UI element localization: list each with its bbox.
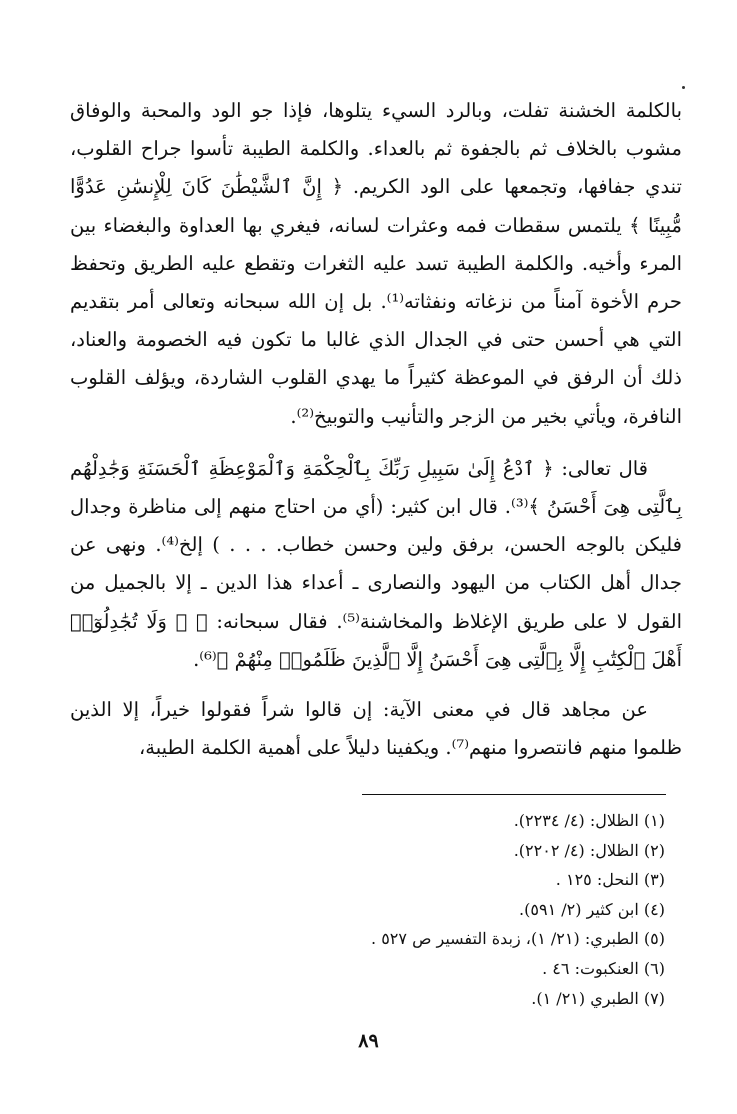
main-text — [70, 92, 682, 767]
footnote-divider — [362, 794, 666, 795]
footnote-4: (٤) ابن كثير (٢/ ٥٩١). — [519, 899, 665, 919]
footnote-6: (٦) العنكبوت: ٤٦ . — [542, 958, 665, 978]
footnote-1: (١) الظلال: (٤/ ٢٢٣٤). — [513, 811, 665, 830]
paragraph-3: عن مجاهد قال في معنى الآية: إن قالوا شراً فقولوا خيراً، إلا الذين ظلموا منهم فانتصروا منهم⁽⁷⁾. ويكفينا دليلاً على أهمية الكلمة الطيبة، — [70, 698, 682, 760]
footnotes — [145, 806, 665, 1013]
paragraph-2: قال تعالى: ﴿ ٱدْعُ إِلَىٰ سَبِيلِ رَبِّكَ بِٱلْحِكْمَةِ وَٱلْمَوْعِظَةِ ٱلْحَسَنَةِ وَجَٰدِلْهُم بِٱلَّتِى هِىَ أَحْسَنُ ﴾⁽³⁾. قال ابن كثير: (أي من احتاج منهم إلى مناظرة وجدال فليكن بالوجه الحسن، برفق ولين وحسن خطاب. . . . ) إلخ⁽⁴⁾. ونهى عن جدال أهل الكتاب من اليهود والنصارى ـ أعداء هذا الدين ـ إلا بالجميل من القول لا على طريق الإغلاظ والمخاشنة⁽⁵⁾. فقال سبحانه: ﴿ ۞ وَلَا تُجَٰدِلُوٓا۟ أَهْلَ ٱلْكِتَٰبِ إِلَّا بِٱلَّتِى هِىَ أَحْسَنُ إِلَّا ٱلَّذِينَ ظَلَمُوا۟ مِنْهُمْ ﴾⁽⁶⁾. — [70, 456, 683, 671]
page-mark — [682, 86, 685, 89]
page-number: ٨٩ — [358, 1030, 379, 1052]
paragraph-1: بالكلمة الخشنة تفلت، وبالرد السيء يتلوها، فإذا جو الود والمحبة والوفاق مشوب بالخلاف ثم بالجفوة ثم بالعداء. والكلمة الطيبة تأسوا جراح القلوب، تندي جفافها، وتجمعها على الود الكريم. ﴿ إِنَّ ٱلشَّيْطَٰنَ كَانَ لِلْإِنسَٰنِ عَدُوًّا مُّبِينًا ﴾ يلتمس سقطات فمه وعثرات لسانه، فيغري بها العداوة والبغضاء بين المرء وأخيه. والكلمة الطيبة تسد عليه الثغرات وتقطع عليه الطريق وتحفظ حرم الأخوة آمناً من نزغاته ونفثاته⁽¹⁾. بل إن الله سبحانه وتعالى أمر بتقديم التي هي أحسن حتى في الجدال الذي غالبا ما تكون فيه الخصومة والعناد، ذلك أن الرفق في الموعظة كثيراً ما يهدي القلوب الشاردة، ويؤلف القلوب النافرة، ويأتي بخير من الزجر والتأنيب والتوبيخ⁽²⁾. — [70, 99, 682, 428]
footnote-5: (٥) الطبري: (٢١/ ١)، زبدة التفسير ص ٥٢٧ . — [371, 929, 665, 949]
footnote-2: (٢) الظلال: (٤/ ٢٢٠٢). — [513, 840, 665, 860]
footnote-3: (٣) النحل: ١٢٥ . — [555, 870, 665, 890]
footnote-7: (٧) الطبري (٢١/ ١). — [531, 988, 665, 1008]
